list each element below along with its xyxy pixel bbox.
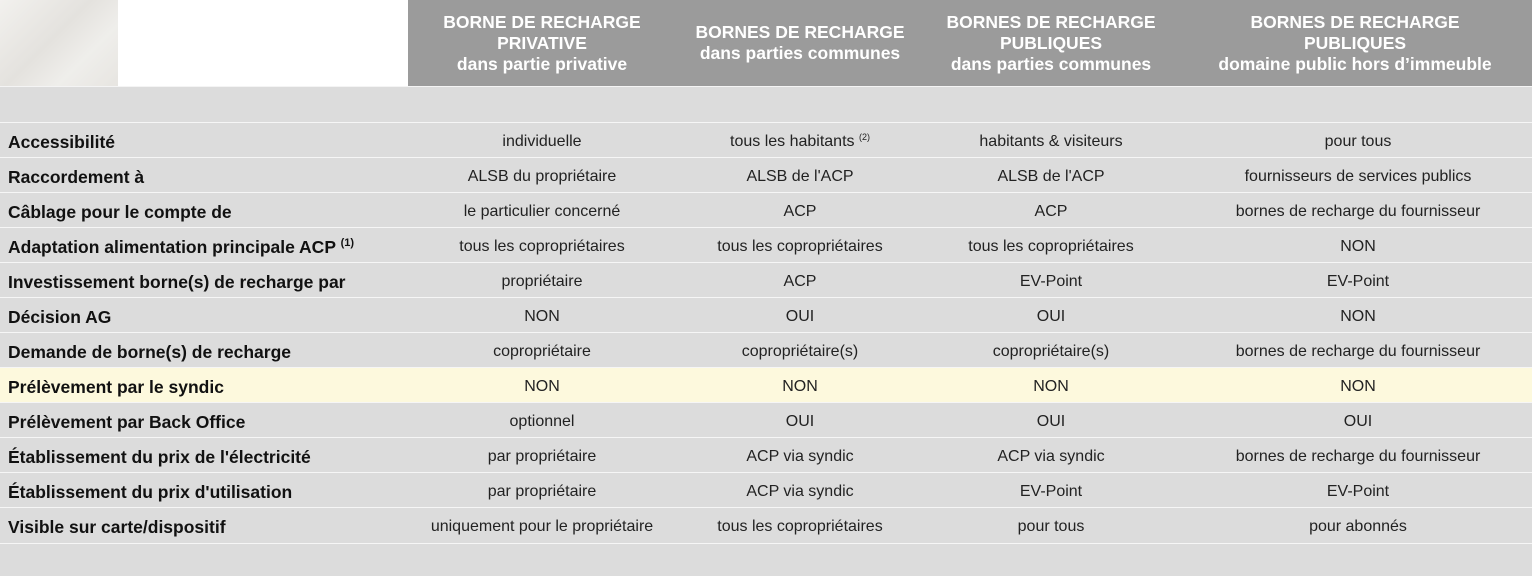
row-label-text: Accessibilité	[8, 132, 115, 152]
column-header-common	[676, 0, 924, 86]
cell-text: tous les habitants	[730, 133, 855, 150]
cell-text: EV-Point	[1326, 273, 1390, 290]
row-label	[8, 123, 115, 158]
table-cell	[408, 228, 676, 263]
table-cell	[408, 333, 676, 368]
cell-text: EV-Point	[1019, 273, 1083, 290]
column-header-private	[408, 0, 676, 86]
table-cell	[676, 193, 924, 228]
table-cell	[408, 508, 676, 543]
table-cell	[1178, 158, 1532, 193]
cell-text: copropriétaire	[493, 343, 591, 360]
table-cell	[924, 263, 1178, 298]
cell-text: ACP	[1034, 203, 1068, 220]
table-row	[0, 367, 1532, 402]
table-cell	[676, 333, 924, 368]
row-label-text: Établissement du prix d'utilisation	[8, 482, 293, 502]
cell-text: OUI	[1343, 413, 1373, 430]
cell-text: ACP via syndic	[746, 483, 854, 500]
cell-text: copropriétaire(s)	[992, 343, 1110, 360]
row-label	[8, 508, 226, 543]
row-label-text: Câblage pour le compte de	[8, 202, 232, 222]
row-label-text: Prélèvement par Back Office	[8, 412, 246, 432]
cell-text: NON	[1340, 308, 1376, 325]
column-header-public-common	[924, 0, 1178, 86]
cell-text: bornes de recharge du fournisseur	[1235, 203, 1481, 220]
header-line: dans parties communes	[950, 53, 1152, 74]
table-cell	[676, 368, 924, 403]
table-cell	[408, 193, 676, 228]
cell-text: par propriétaire	[487, 483, 597, 500]
row-label-text: Prélèvement par le syndic	[8, 377, 224, 397]
row-label	[8, 193, 232, 228]
cell-text: OUI	[1036, 413, 1066, 430]
row-label	[8, 333, 291, 368]
cell-text: pour tous	[1324, 133, 1392, 150]
header-line: PUBLIQUES	[999, 32, 1103, 53]
cell-text: pour tous	[1017, 518, 1085, 535]
comparison-table-body	[0, 122, 1532, 542]
row-label-text: Demande de borne(s) de recharge	[8, 342, 291, 362]
cell-text: individuelle	[502, 133, 582, 150]
cell-text: NON	[1340, 378, 1376, 395]
cell-text: par propriétaire	[487, 448, 597, 465]
header-line: BORNES DE RECHARGE	[695, 22, 905, 42]
table-row	[0, 472, 1532, 507]
cell-text: pour abonnés	[1309, 518, 1407, 535]
table-cell	[1178, 333, 1532, 368]
table-row	[0, 507, 1532, 542]
header-line: BORNES DE RECHARGE	[946, 11, 1156, 32]
cell-text: copropriétaire(s)	[741, 343, 859, 360]
cell-text: le particulier concerné	[463, 203, 621, 220]
table-cell	[924, 438, 1178, 473]
table-spacer-row	[0, 86, 1532, 122]
cell-text: NON	[1033, 378, 1069, 395]
row-label-text: Raccordement à	[8, 167, 145, 187]
cell-text: ALSB de l'ACP	[746, 168, 854, 185]
cell-text: bornes de recharge du fournisseur	[1235, 448, 1481, 465]
table-cell	[924, 123, 1178, 158]
table-cell	[924, 228, 1178, 263]
table-cell	[1178, 473, 1532, 508]
table-cell	[1178, 403, 1532, 438]
cell-text: ACP via syndic	[746, 448, 854, 465]
table-cell	[924, 333, 1178, 368]
cell-text: OUI	[785, 308, 815, 325]
table-cell	[924, 403, 1178, 438]
table-cell	[924, 193, 1178, 228]
cell-text: optionnel	[509, 413, 575, 430]
row-label	[8, 228, 354, 263]
table-cell	[924, 298, 1178, 333]
cell-text: NON	[782, 378, 818, 395]
table-cell	[1178, 123, 1532, 158]
footnote-marker: (1)	[340, 237, 355, 249]
cell-text: tous les copropriétaires	[717, 518, 883, 535]
logo-image	[0, 0, 118, 86]
cell-text: tous les copropriétaires	[459, 238, 625, 255]
row-label-text: Visible sur carte/dispositif	[8, 517, 226, 537]
cell-text: tous les copropriétaires	[968, 238, 1134, 255]
row-label	[8, 403, 245, 438]
cell-text: ALSB du propriétaire	[467, 168, 617, 185]
cell-text: OUI	[1036, 308, 1066, 325]
header-line: dans parties communes	[699, 43, 901, 63]
table-cell	[408, 123, 676, 158]
cell-text: ALSB de l'ACP	[997, 168, 1105, 185]
row-label	[8, 368, 224, 403]
table-row	[0, 297, 1532, 332]
header-line: domaine public hors d’immeuble	[1218, 53, 1492, 74]
table-row	[0, 402, 1532, 437]
cell-text: habitants & visiteurs	[979, 133, 1123, 150]
table-cell	[408, 473, 676, 508]
table-cell	[1178, 298, 1532, 333]
table-row	[0, 437, 1532, 472]
corner-blank	[118, 0, 408, 86]
cell-text: uniquement pour le propriétaire	[430, 518, 654, 535]
row-label-text: Adaptation alimentation principale ACP	[8, 237, 336, 257]
table-row	[0, 157, 1532, 192]
table-cell	[1178, 228, 1532, 263]
table-cell	[676, 228, 924, 263]
table-cell	[408, 403, 676, 438]
table-cell	[1178, 263, 1532, 298]
cell-text: fournisseurs de services publics	[1244, 168, 1472, 185]
table-cell	[408, 158, 676, 193]
cell-text: ACP via syndic	[997, 448, 1105, 465]
table-cell	[676, 508, 924, 543]
table-cell	[1178, 193, 1532, 228]
cell-text: bornes de recharge du fournisseur	[1235, 343, 1481, 360]
cell-text: ACP	[783, 273, 817, 290]
cell-text: EV-Point	[1019, 483, 1083, 500]
table-cell	[676, 263, 924, 298]
table-cell	[676, 158, 924, 193]
table-row	[0, 192, 1532, 227]
table-cell	[676, 473, 924, 508]
cell-text: ACP	[783, 203, 817, 220]
row-label	[8, 473, 292, 508]
table-row	[0, 227, 1532, 262]
table-cell	[676, 403, 924, 438]
table-row	[0, 262, 1532, 297]
row-label-text: Investissement borne(s) de recharge par	[8, 272, 346, 292]
header-line: PUBLIQUES	[1303, 32, 1407, 53]
header-line: BORNE DE RECHARGE	[443, 11, 641, 32]
table-cell	[408, 368, 676, 403]
column-header-public-domain	[1178, 0, 1532, 86]
table-cell	[676, 298, 924, 333]
row-label	[8, 298, 111, 333]
header-line: dans partie privative	[456, 53, 628, 74]
table-cell	[676, 438, 924, 473]
table-cell	[676, 123, 924, 158]
table-cell	[1178, 368, 1532, 403]
table-cell	[924, 158, 1178, 193]
cell-text: tous les copropriétaires	[717, 238, 883, 255]
cell-text: OUI	[785, 413, 815, 430]
row-label-text: Établissement du prix de l'électricité	[8, 447, 311, 467]
table-cell	[408, 438, 676, 473]
cell-text: EV-Point	[1326, 483, 1390, 500]
cell-text: propriétaire	[501, 273, 583, 290]
table-row	[0, 122, 1532, 157]
header-line: BORNES DE RECHARGE	[1250, 11, 1460, 32]
table-cell	[408, 263, 676, 298]
row-label	[8, 438, 311, 473]
cell-text: NON	[524, 378, 560, 395]
row-label	[8, 158, 144, 193]
row-label-text: Décision AG	[8, 307, 112, 327]
table-footer-row	[0, 543, 1532, 576]
table-cell	[924, 368, 1178, 403]
footnote-marker: (2)	[858, 132, 870, 142]
header-line: PRIVATIVE	[497, 32, 587, 53]
table-cell	[1178, 438, 1532, 473]
table-cell	[1178, 508, 1532, 543]
cell-text: NON	[524, 308, 560, 325]
table-cell	[924, 473, 1178, 508]
table-cell	[408, 298, 676, 333]
row-label	[8, 263, 345, 298]
table-cell	[924, 508, 1178, 543]
table-row	[0, 332, 1532, 367]
cell-text: NON	[1340, 238, 1376, 255]
